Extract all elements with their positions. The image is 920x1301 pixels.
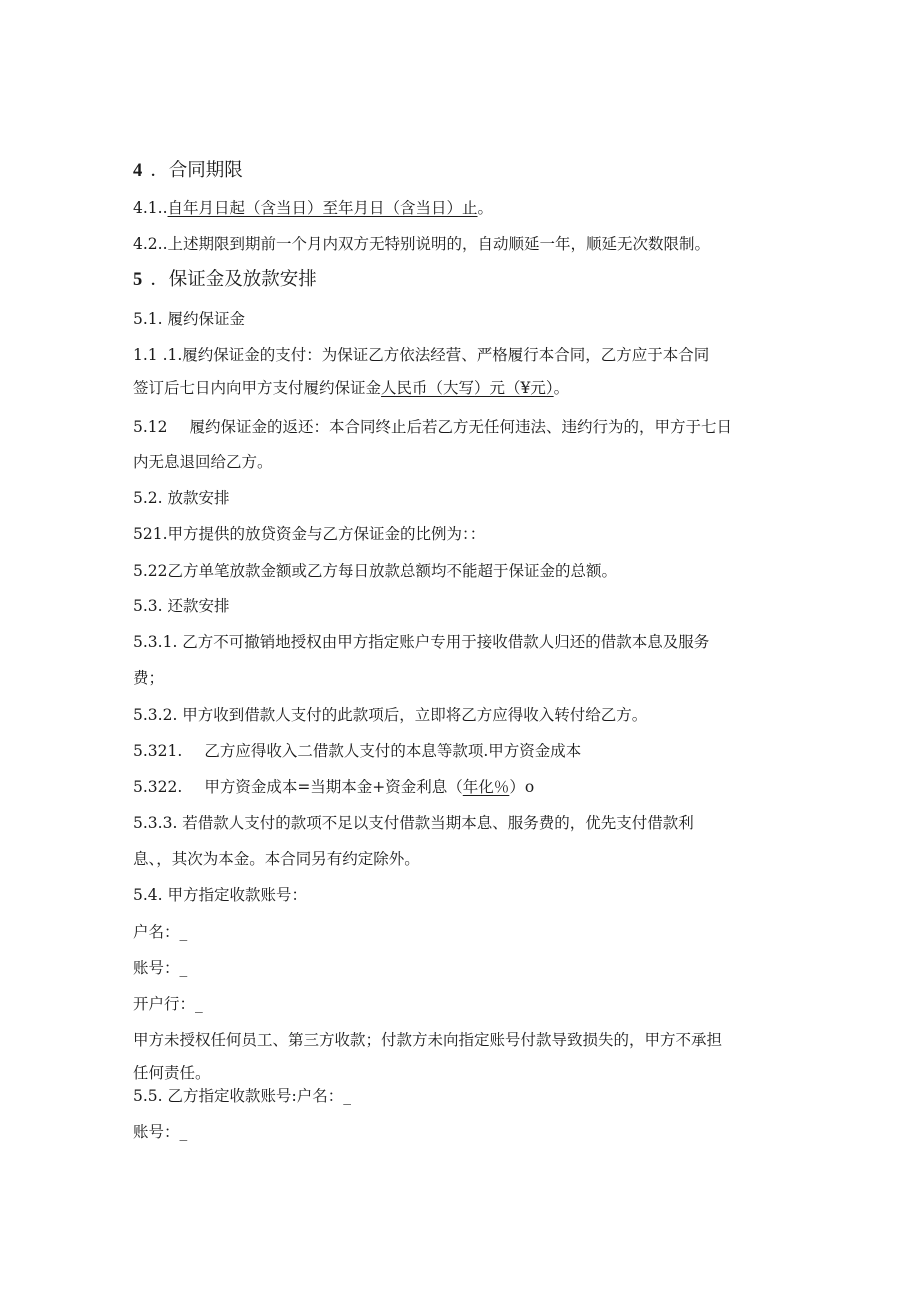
clause-5-3-1-line1: 5.3.1. 乙方不可撤销地授权由甲方指定账户专用于接收借款人归还的借款本息及服务 bbox=[133, 633, 710, 651]
clause-5-4-title: 5.4. 甲方指定收款账号： bbox=[133, 886, 308, 904]
clause-5-12-text: 履约保证金的返还：本合同终止后若乙方无任何违法、违约行为的，甲方于七日 bbox=[189, 418, 733, 436]
clause-5-321-text: 乙方应得收入二借款人支付的本息等款项.甲方资金成本 bbox=[204, 742, 582, 760]
clause-1-1-1-line2 bbox=[133, 378, 793, 398]
section-4-heading bbox=[133, 159, 793, 183]
party-b-account-number: 账号：_ bbox=[133, 1123, 188, 1141]
clause-5-1-title: 5.1. 履约保证金 bbox=[133, 310, 246, 328]
clause-5-321 bbox=[133, 741, 793, 761]
clause-4-1 bbox=[133, 198, 793, 218]
section-4-title: ．合同期限 bbox=[150, 160, 243, 181]
party-a-account-name: 户名：_ bbox=[133, 923, 188, 941]
clause-4-1-number: 4.1.. bbox=[133, 199, 168, 217]
clause-522: 5.22乙方单笔放款金额或乙方每日放款总额均不能超于保证金的总额。 bbox=[133, 562, 618, 580]
deposit-text-end: 。 bbox=[553, 379, 570, 397]
section-5-number: 5 bbox=[133, 270, 143, 290]
clause-5-3-3-line1: 5.3.3. 若借款人支付的款项不足以支付借款当期本息、服务费的，优先支付借款利 bbox=[133, 814, 694, 832]
clause-5-3-1-line2: 费； bbox=[133, 669, 165, 687]
annual-rate-field: 年化％ bbox=[462, 778, 510, 796]
clause-5-322-end: ）o bbox=[509, 778, 535, 796]
clause-5-322-text: 甲方资金成本=当期本金+资金利息（ bbox=[204, 778, 463, 796]
clause-5-322 bbox=[133, 777, 793, 797]
clause-4-2: 4.2..上述期限到期前一个月内双方无特别说明的，自动顺延一年，顺延无次数限制。 bbox=[133, 235, 711, 253]
clause-1-1-1-line1: 1.1 .1.履约保证金的支付：为保证乙方依法经营、严格履行本合同，乙方应于本合同 bbox=[133, 346, 710, 364]
party-a-bank: 开户行：_ bbox=[133, 995, 203, 1013]
clause-5-321-number: 5.321. bbox=[133, 742, 183, 760]
section-5-heading bbox=[133, 268, 793, 292]
deposit-amount-field: 人民币（大写）元（¥元） bbox=[381, 379, 554, 397]
clause-5-12-line2: 内无息退回给乙方。 bbox=[133, 453, 273, 471]
clause-5-3-2: 5.3.2. 甲方收到借款人支付的此款项后，立即将乙方应得收入转付给乙方。 bbox=[133, 706, 648, 724]
clause-5-12-line1 bbox=[133, 417, 793, 437]
clause-5-5-title: 5.5. 乙方指定收款账号:户名：_ bbox=[133, 1087, 351, 1105]
deposit-text: 签订后七日内向甲方支付履约保证金 bbox=[133, 379, 382, 397]
payment-note-line2: 任何责任。 bbox=[133, 1064, 211, 1082]
section-4-number: 4 bbox=[133, 161, 143, 181]
clause-5-12-number: 5.12 bbox=[133, 418, 168, 436]
clause-5-2-title: 5.2. 放款安排 bbox=[133, 489, 230, 507]
contract-term-field: 自年月日起（含当日）至年月日（含当日）止 bbox=[167, 199, 478, 217]
section-5-title: ．保证金及放款安排 bbox=[150, 269, 317, 290]
party-a-account-number: 账号：_ bbox=[133, 959, 188, 977]
clause-521: 521.甲方提供的放贷资金与乙方保证金的比例为：： bbox=[133, 525, 486, 543]
payment-note-line1: 甲方未授权任何员工、第三方收款；付款方未向指定账号付款导致损失的，甲方不承担 bbox=[133, 1031, 723, 1049]
clause-5-3-title: 5.3. 还款安排 bbox=[133, 597, 230, 615]
clause-5-322-number: 5.322. bbox=[133, 778, 183, 796]
clause-4-1-end: 。 bbox=[477, 199, 494, 217]
clause-5-3-3-line2: 息、，其次为本金。本合同另有约定除外。 bbox=[133, 850, 420, 868]
